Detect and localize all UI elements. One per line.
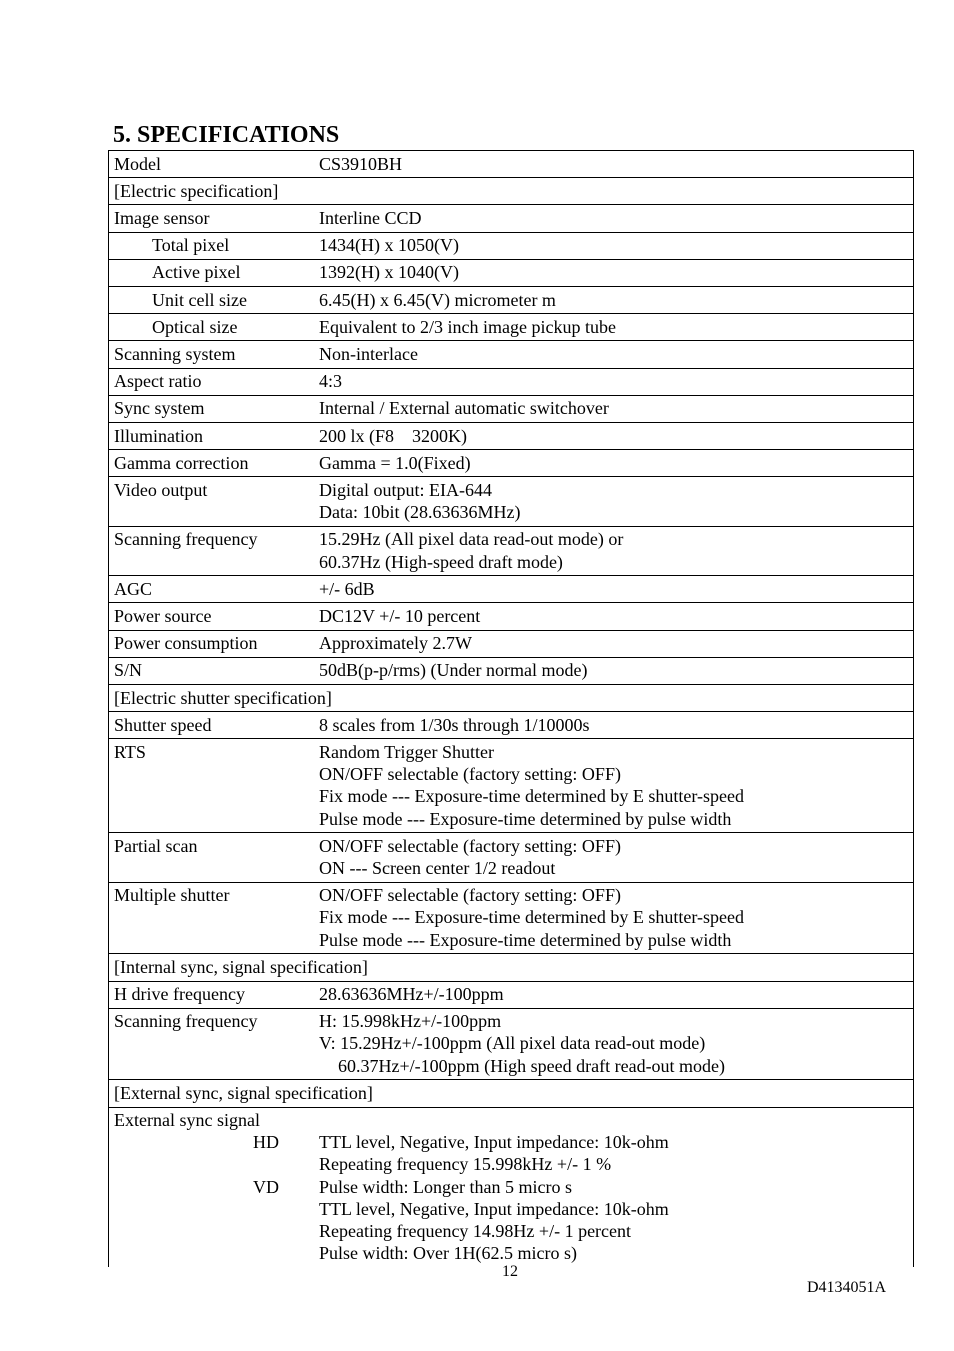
spec-value-line: TTL level, Negative, Input impedance: 10k-ohm: [319, 1198, 669, 1219]
spec-value-line: Digital output: EIA-644: [319, 479, 492, 500]
spec-label: Image sensor: [109, 205, 320, 232]
spec-label: Scanning system: [109, 341, 320, 368]
table-row: [109, 477, 914, 526]
table-row: [109, 151, 914, 178]
spec-value: 1434(H) x 1050(V): [319, 232, 914, 259]
spec-value-line: ON/OFF selectable (factory setting: OFF): [319, 764, 621, 785]
spec-value: 8 scales from 1/30s through 1/10000s: [319, 712, 914, 739]
spec-value: 28.63636MHz+/-100ppm: [319, 981, 914, 1008]
spec-value-line: Pulse mode --- Exposure-time determined by pulse width: [319, 929, 732, 950]
spec-value: Interline CCD: [319, 205, 914, 232]
table-row: [109, 341, 914, 368]
spec-value-line: ON/OFF selectable (factory setting: OFF): [319, 885, 621, 906]
table-row: [109, 576, 914, 603]
spec-value: Internal / External automatic switchover: [319, 395, 914, 422]
spec-label: Gamma correction: [109, 450, 320, 477]
spec-label: Scanning frequency: [109, 526, 320, 575]
table-row: [109, 1008, 914, 1080]
spec-value: Equivalent to 2/3 inch image pickup tube: [319, 314, 914, 341]
vd-label: VD: [253, 1176, 279, 1197]
table-row: [109, 368, 914, 395]
section-heading: [Electric specification]: [109, 178, 914, 205]
table-row: [109, 232, 914, 259]
table-row: [109, 314, 914, 341]
table-row: [109, 657, 914, 684]
table-row: [109, 526, 914, 575]
section-heading: [Electric shutter specification]: [109, 685, 914, 712]
spec-label: Sync system: [109, 395, 320, 422]
spec-value-line: ON/OFF selectable (factory setting: OFF): [319, 835, 621, 856]
spec-value: Gamma = 1.0(Fixed): [319, 450, 914, 477]
spec-label: Scanning frequency: [109, 1008, 320, 1080]
table-row: [109, 395, 914, 422]
spec-label: Total pixel: [109, 232, 320, 259]
spec-value-line: 15.29Hz (All pixel data read-out mode) or: [319, 529, 624, 550]
spec-value-line: Fix mode --- Exposure-time determined by E shutter-speed: [319, 907, 745, 928]
spec-label: Unit cell size: [109, 287, 320, 314]
table-row: [109, 603, 914, 630]
spec-value: 200 lx (F8 3200K): [319, 425, 467, 446]
spec-value-line: 60.37Hz (High-speed draft mode): [319, 551, 563, 572]
spec-label: Illumination: [109, 423, 320, 450]
spec-value-line: TTL level, Negative, Input impedance: 10k-ohm: [319, 1132, 669, 1153]
spec-value-line: ON --- Screen center 1/2 readout: [319, 857, 556, 878]
section-heading: [Internal sync, signal specification]: [109, 954, 914, 981]
table-row: [109, 259, 914, 286]
spec-value: 4:3: [319, 368, 914, 395]
spec-label: Active pixel: [109, 259, 320, 286]
spec-value-line: Fix mode --- Exposure-time determined by E shutter-speed: [319, 786, 745, 807]
spec-value: DC12V +/- 10 percent: [319, 603, 914, 630]
spec-value-line: Data: 10bit (28.63636MHz): [319, 502, 521, 523]
table-row: [109, 287, 914, 314]
table-row: [109, 981, 914, 1008]
spec-label: Aspect ratio: [109, 368, 320, 395]
table-row: [109, 1107, 914, 1267]
spec-label: Partial scan: [109, 833, 320, 882]
spec-label: Shutter speed: [109, 712, 320, 739]
spec-value: 1392(H) x 1040(V): [319, 259, 914, 286]
table-row: [109, 205, 914, 232]
spec-value-line: Pulse width: Longer than 5 micro s: [319, 1176, 572, 1197]
section-row: [109, 954, 914, 981]
spec-value-line: Random Trigger Shutter: [319, 741, 495, 762]
spec-value-line: Repeating frequency 14.98Hz +/- 1 percent: [319, 1221, 632, 1242]
spec-value-line: V: 15.29Hz+/-100ppm (All pixel data read-out mode): [319, 1033, 706, 1054]
spec-value-line: Pulse width: Over 1H(62.5 micro s): [319, 1243, 577, 1264]
spec-label: Power source: [109, 603, 320, 630]
spec-label: Model: [109, 151, 320, 178]
spec-value-line: 60.37Hz+/-100ppm (High speed draft read-out mode): [338, 1055, 726, 1076]
spec-label: External sync signal: [114, 1110, 260, 1131]
spec-value: 6.45(H) x 6.45(V) micrometer m: [319, 287, 914, 314]
table-row: [109, 882, 914, 954]
table-row: [109, 450, 914, 477]
spec-label: Video output: [109, 477, 320, 526]
spec-value: Approximately 2.7W: [319, 630, 914, 657]
table-row: [109, 630, 914, 657]
spec-label: RTS: [109, 739, 320, 833]
table-row: [109, 712, 914, 739]
section-heading: [External sync, signal specification]: [109, 1080, 914, 1107]
table-row: [109, 739, 914, 833]
specifications-table: [108, 150, 914, 1267]
spec-label: Power consumption: [109, 630, 320, 657]
spec-label: AGC: [109, 576, 320, 603]
section-row: [109, 1080, 914, 1107]
section-row: [109, 178, 914, 205]
hd-label: HD: [253, 1132, 279, 1153]
spec-value: Non-interlace: [319, 341, 914, 368]
spec-label: H drive frequency: [109, 981, 320, 1008]
spec-value: CS3910BH: [319, 151, 914, 178]
page-number: 12: [502, 1263, 518, 1280]
spec-value-line: H: 15.998kHz+/-100ppm: [319, 1011, 502, 1032]
page-title: 5. SPECIFICATIONS: [113, 122, 340, 148]
table-row: [109, 423, 914, 450]
spec-label: Multiple shutter: [109, 882, 320, 954]
spec-value-line: Pulse mode --- Exposure-time determined by pulse width: [319, 808, 732, 829]
table-row: [109, 833, 914, 882]
document-id: D4134051A: [807, 1279, 887, 1296]
spec-label: Optical size: [109, 314, 320, 341]
spec-value: +/- 6dB: [319, 576, 914, 603]
section-row: [109, 685, 914, 712]
spec-label: S/N: [109, 657, 320, 684]
spec-value-line: Repeating frequency 15.998kHz +/- 1 %: [319, 1154, 612, 1175]
spec-value: 50dB(p-p/rms) (Under normal mode): [319, 657, 914, 684]
